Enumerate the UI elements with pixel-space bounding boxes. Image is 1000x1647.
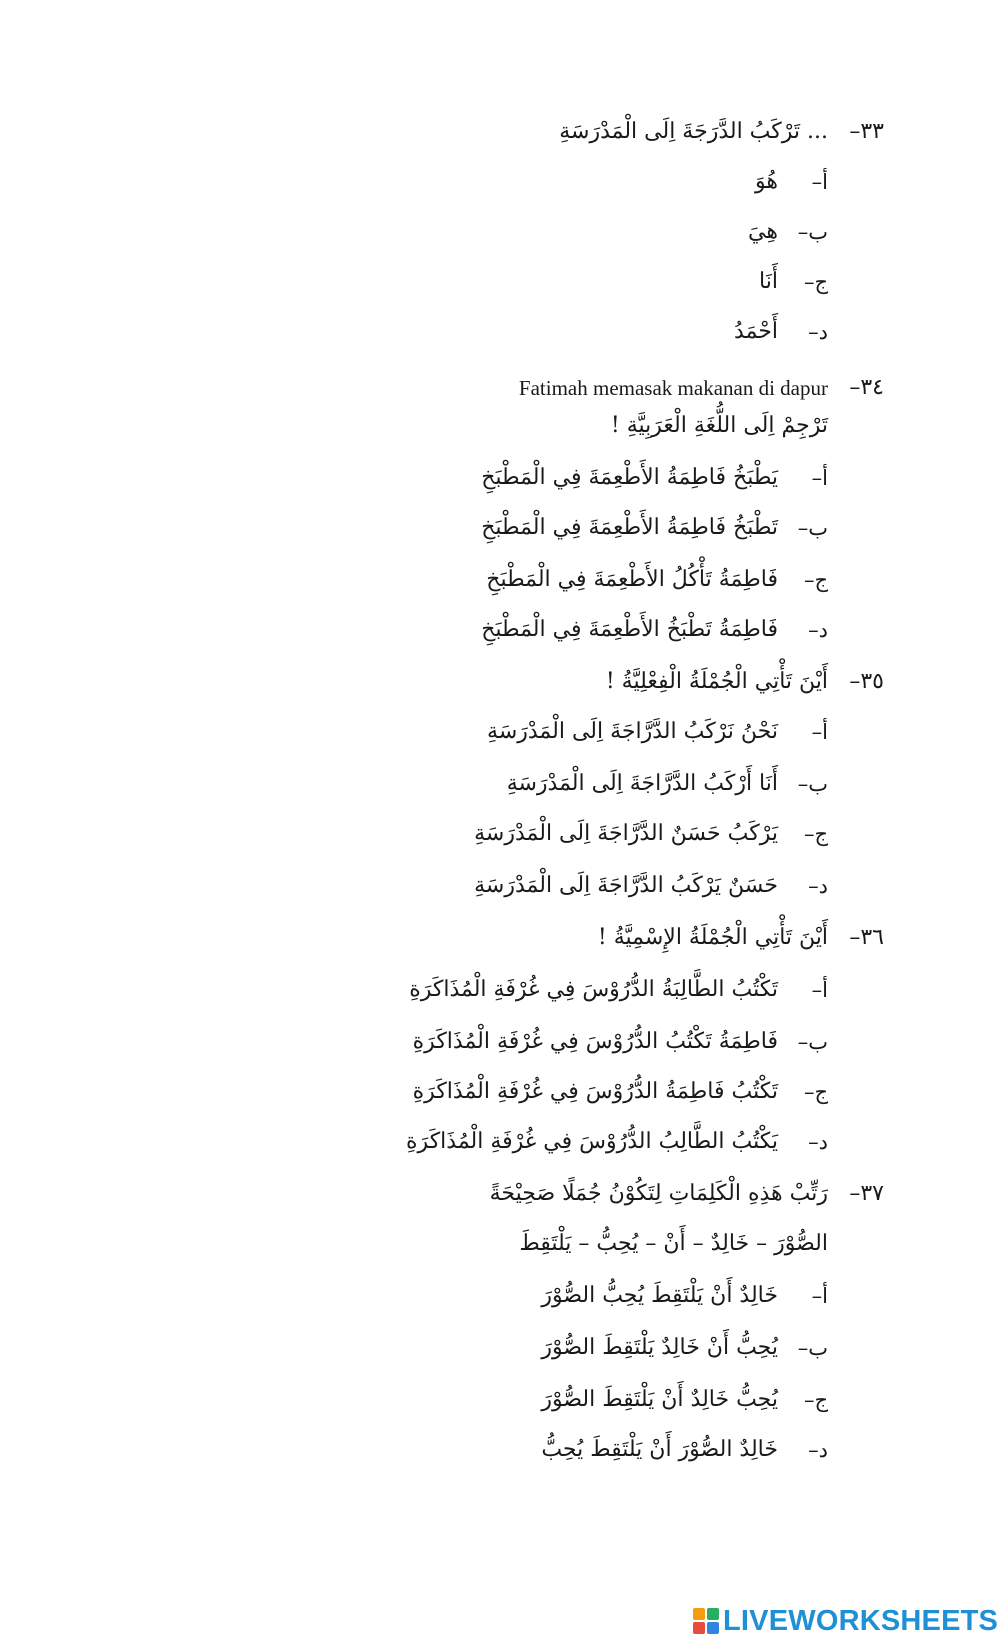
- option-letter: د–: [808, 320, 828, 344]
- option-letter: ب–: [797, 516, 828, 540]
- option-text[interactable]: يُحِبُّ خَالِدٌ أَنْ يَلْتَقِطَ الصُّوْرَ: [541, 1387, 778, 1412]
- option-text[interactable]: فَاطِمَةُ تَكْتُبُ الدُّرُوْسَ فِي غُرْفَةِ الْمُذَاكَرَةِ: [412, 1029, 778, 1054]
- option-letter: أ–: [811, 720, 828, 744]
- option-text[interactable]: أَحْمَدُ: [734, 319, 778, 344]
- option-letter: ب–: [797, 772, 828, 796]
- option-text[interactable]: خَالِدٌ أَنْ يَلْتَقِطَ يُحِبُّ الصُّوْرَ: [541, 1283, 778, 1308]
- option-letter: ج–: [803, 1080, 828, 1104]
- question-prompt: رَتِّبْ هَذِهِ الْكَلِمَاتِ لِتَكُوْنُ جُمَلًا صَحِيْحَةً: [489, 1181, 828, 1206]
- liveworksheets-logo: [693, 1604, 998, 1638]
- option-letter: ب–: [797, 1336, 828, 1360]
- option-text[interactable]: أَنَا أَرْكَبُ الدَّرَّاجَةَ اِلَى الْمَدْرَسَةِ: [506, 771, 778, 796]
- option-text[interactable]: هُوَ: [755, 169, 778, 194]
- question-prompt-latin: Fatimah memasak makanan di dapur: [518, 376, 828, 400]
- option-letter: ب–: [797, 220, 828, 244]
- option-text[interactable]: هِيَ: [748, 219, 778, 244]
- option-text[interactable]: فَاطِمَةُ تَأْكُلُ الأَطْعِمَةَ فِي الْمَطْبَخِ: [486, 567, 778, 592]
- option-letter: د–: [808, 618, 828, 642]
- option-letter: أ–: [811, 170, 828, 194]
- question-instruction: تَرْجِمْ اِلَى اللُّغَةِ الْعَرَبِيَّةِ !: [610, 413, 828, 438]
- question-number: ٣٣–: [849, 119, 884, 144]
- question-number: ٣٥–: [849, 669, 884, 694]
- option-letter: ب–: [797, 1030, 828, 1054]
- option-text[interactable]: يَكْتُبُ الطَّالِبُ الدُّرُوْسَ فِي غُرْفَةِ الْمُذَاكَرَةِ: [406, 1129, 778, 1154]
- option-text[interactable]: خَالِدٌ الصُّوْرَ أَنْ يَلْتَقِطَ يُحِبُّ: [541, 1437, 778, 1462]
- option-letter: أ–: [811, 466, 828, 490]
- option-text[interactable]: تَكْتُبُ فَاطِمَةُ الدُّرُوْسَ فِي غُرْفَةِ الْمُذَاكَرَةِ: [412, 1079, 778, 1104]
- option-letter: ج–: [803, 270, 828, 294]
- option-text[interactable]: تَكْتُبُ الطَّالِبَةُ الدُّرُوْسَ فِي غُرْفَةِ الْمُذَاكَرَةِ: [409, 977, 778, 1002]
- option-text[interactable]: فَاطِمَةُ تَطْبَخُ الأَطْعِمَةَ فِي الْمَطْبَخِ: [481, 617, 778, 642]
- option-text[interactable]: نَحْنُ نَرْكَبُ الدَّرَّاجَةَ اِلَى الْمَدْرَسَةِ: [487, 719, 778, 744]
- option-letter: د–: [808, 874, 828, 898]
- option-letter: د–: [808, 1438, 828, 1462]
- question-prompt: ... تَرْكَبُ الدَّرَجَةَ اِلَى الْمَدْرَسَةِ: [559, 119, 828, 144]
- option-text[interactable]: يُحِبُّ أَنْ خَالِدٌ يَلْتَقِطَ الصُّوْرَ: [541, 1335, 778, 1360]
- question-number: ٣٤–: [849, 375, 884, 400]
- option-letter: ج–: [803, 1388, 828, 1412]
- question-prompt: أَيْنَ تَأْتِي الْجُمْلَةُ الإِسْمِيَّةُ !: [597, 925, 828, 950]
- option-letter: أ–: [811, 1284, 828, 1308]
- option-text[interactable]: يَطْبَخُ فَاطِمَةُ الأَطْعِمَةَ فِي الْمَطْبَخِ: [481, 465, 778, 490]
- option-letter: ج–: [803, 568, 828, 592]
- option-letter: أ–: [811, 978, 828, 1002]
- option-letter: د–: [808, 1130, 828, 1154]
- question-prompt: أَيْنَ تَأْتِي الْجُمْلَةُ الْفِعْلِيَّةُ !: [605, 669, 828, 694]
- question-number: ٣٧–: [849, 1181, 884, 1206]
- option-text[interactable]: يَرْكَبُ حَسَنٌ الدَّرَّاجَةَ اِلَى الْمَدْرَسَةِ: [474, 821, 778, 846]
- logo-text: LIVEWORKSHEETS: [723, 1604, 999, 1637]
- option-text[interactable]: تَطْبَخُ فَاطِمَةُ الأَطْعِمَةَ فِي الْمَطْبَخِ: [481, 515, 778, 540]
- liveworksheets-logo-icon: [693, 1608, 719, 1634]
- option-letter: ج–: [803, 822, 828, 846]
- question-word-list: الصُّوْرَ – خَالِدٌ – أَنْ – يُحِبُّ – يَلْتَقِطَ: [519, 1231, 828, 1256]
- option-text[interactable]: أَنَا: [759, 269, 778, 294]
- question-number: ٣٦–: [849, 925, 884, 950]
- option-text[interactable]: حَسَنٌ يَرْكَبُ الدَّرَّاجَةَ اِلَى الْمَدْرَسَةِ: [474, 873, 778, 898]
